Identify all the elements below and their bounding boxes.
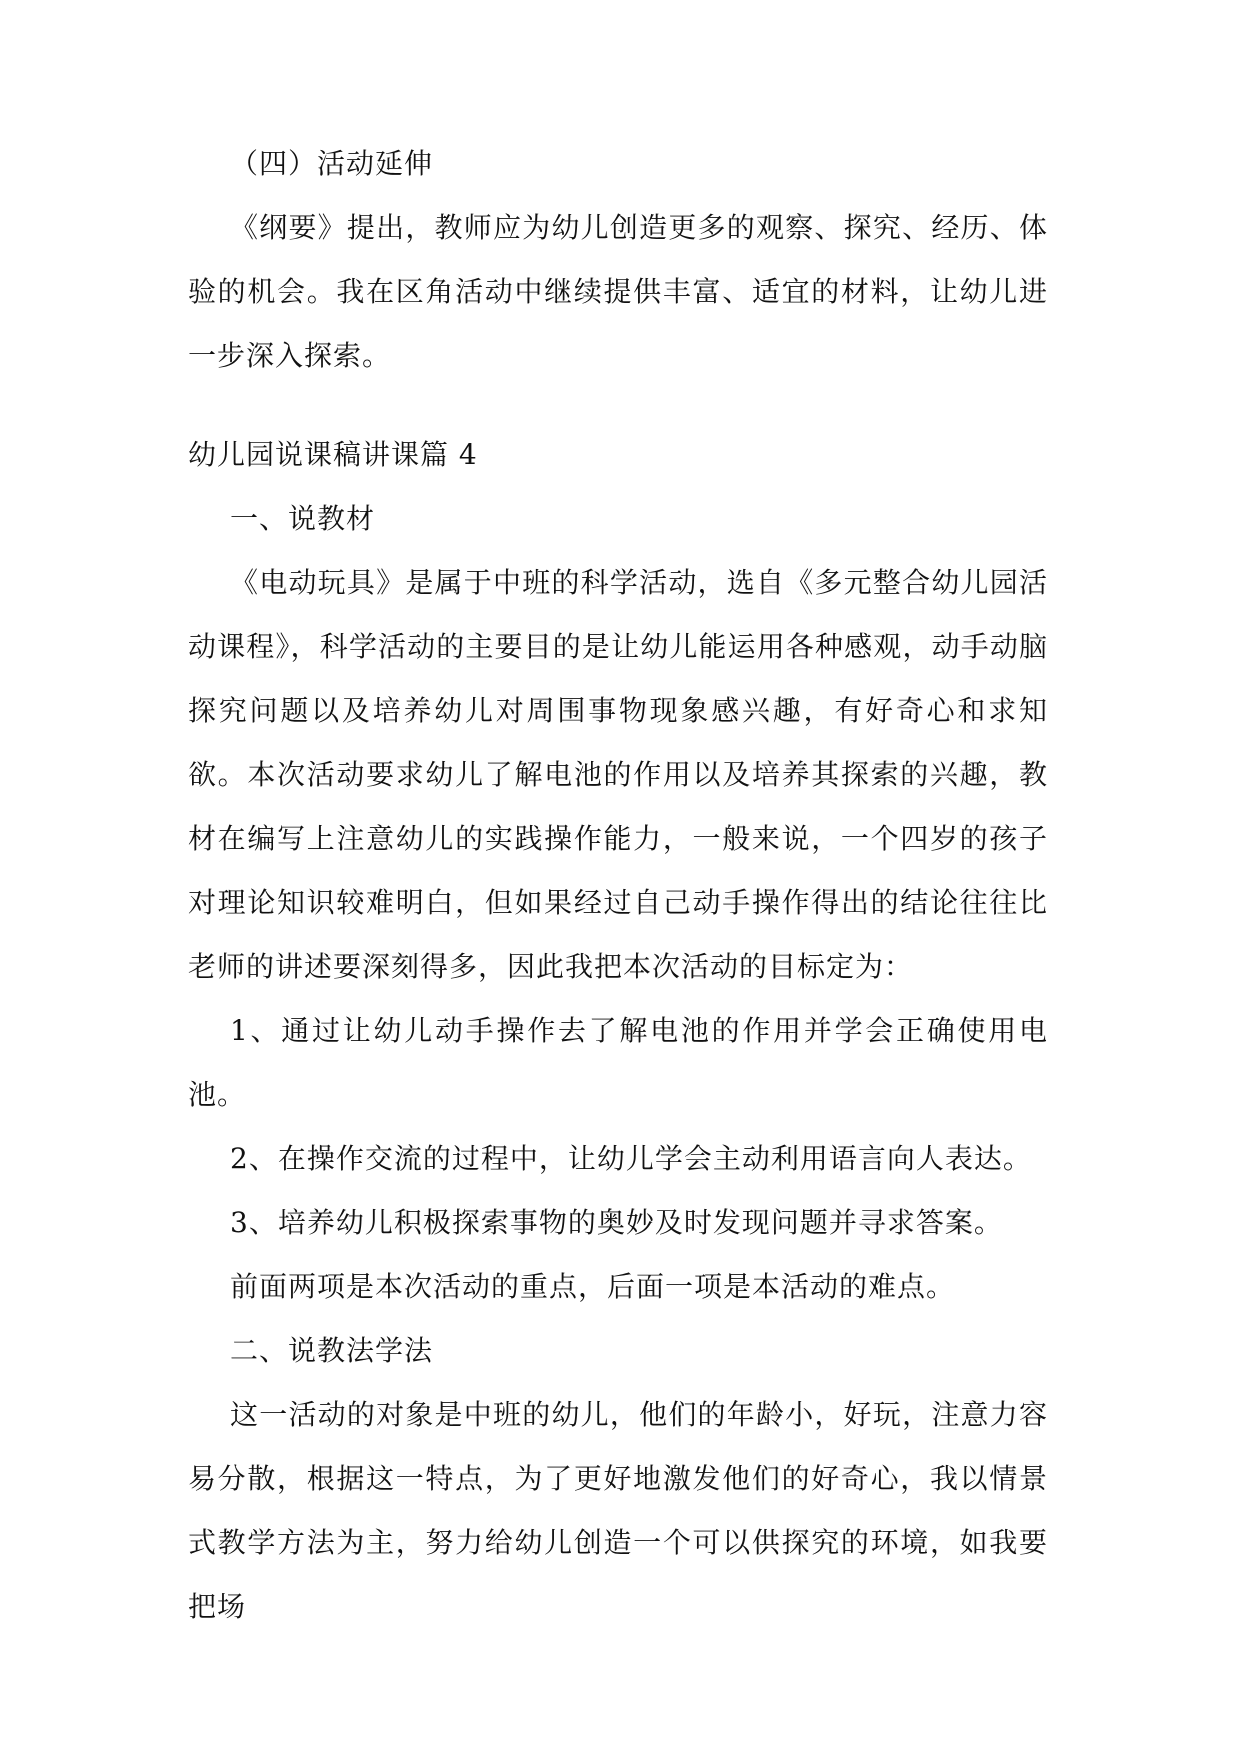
- body-paragraph: 前面两项是本次活动的重点，后面一项是本活动的难点。: [230, 1270, 956, 1303]
- section-heading: 二、说教法学法: [230, 1334, 434, 1367]
- previous-section: [188, 132, 1048, 388]
- main-section: [188, 423, 1048, 1639]
- body-paragraph: 《电动玩具》是属于中班的科学活动，选自《多元整合幼儿园活动课程》，科学活动的主要目的是让幼儿能运用各种感观，动手动脑探究问题以及培养幼儿对周围事物现象感兴趣，有好奇心和求知欲。本次活动要求幼儿了解电池的作用以及培养其探索的兴趣，教材在编写上注意幼儿的实践操作能力，一般来说，一个四岁的孩子对理论知识较难明白，但如果经过自己动手操作得出的结论往往比老师的讲述要深刻得多，因此我把本次活动的目标定为：: [188, 566, 1048, 983]
- body-paragraph: 《纲要》提出，教师应为幼儿创造更多的观察、探究、经历、体验的机会。我在区角活动中继续提供丰富、适宜的材料，让幼儿进一步深入探索。: [188, 211, 1048, 372]
- body-paragraph: 这一活动的对象是中班的幼儿，他们的年龄小，好玩，注意力容易分散，根据这一特点，为了更好地激发他们的好奇心，我以情景式教学方法为主，努力给幼儿创造一个可以供探究的环境，如我要把场: [188, 1398, 1048, 1623]
- list-item: 2、在操作交流的过程中，让幼儿学会主动利用语言向人表达。: [230, 1142, 1032, 1175]
- list-item: 3、培养幼儿积极探索事物的奥妙及时发现问题并寻求答案。: [230, 1206, 1003, 1239]
- section-heading: （四）活动延伸: [230, 147, 434, 180]
- list-item: 1、通过让幼儿动手操作去了解电池的作用并学会正确使用电池。: [188, 1014, 1048, 1111]
- section-heading: 一、说教材: [230, 502, 376, 535]
- article-title: 幼儿园说课稿讲课篇 4: [188, 438, 478, 471]
